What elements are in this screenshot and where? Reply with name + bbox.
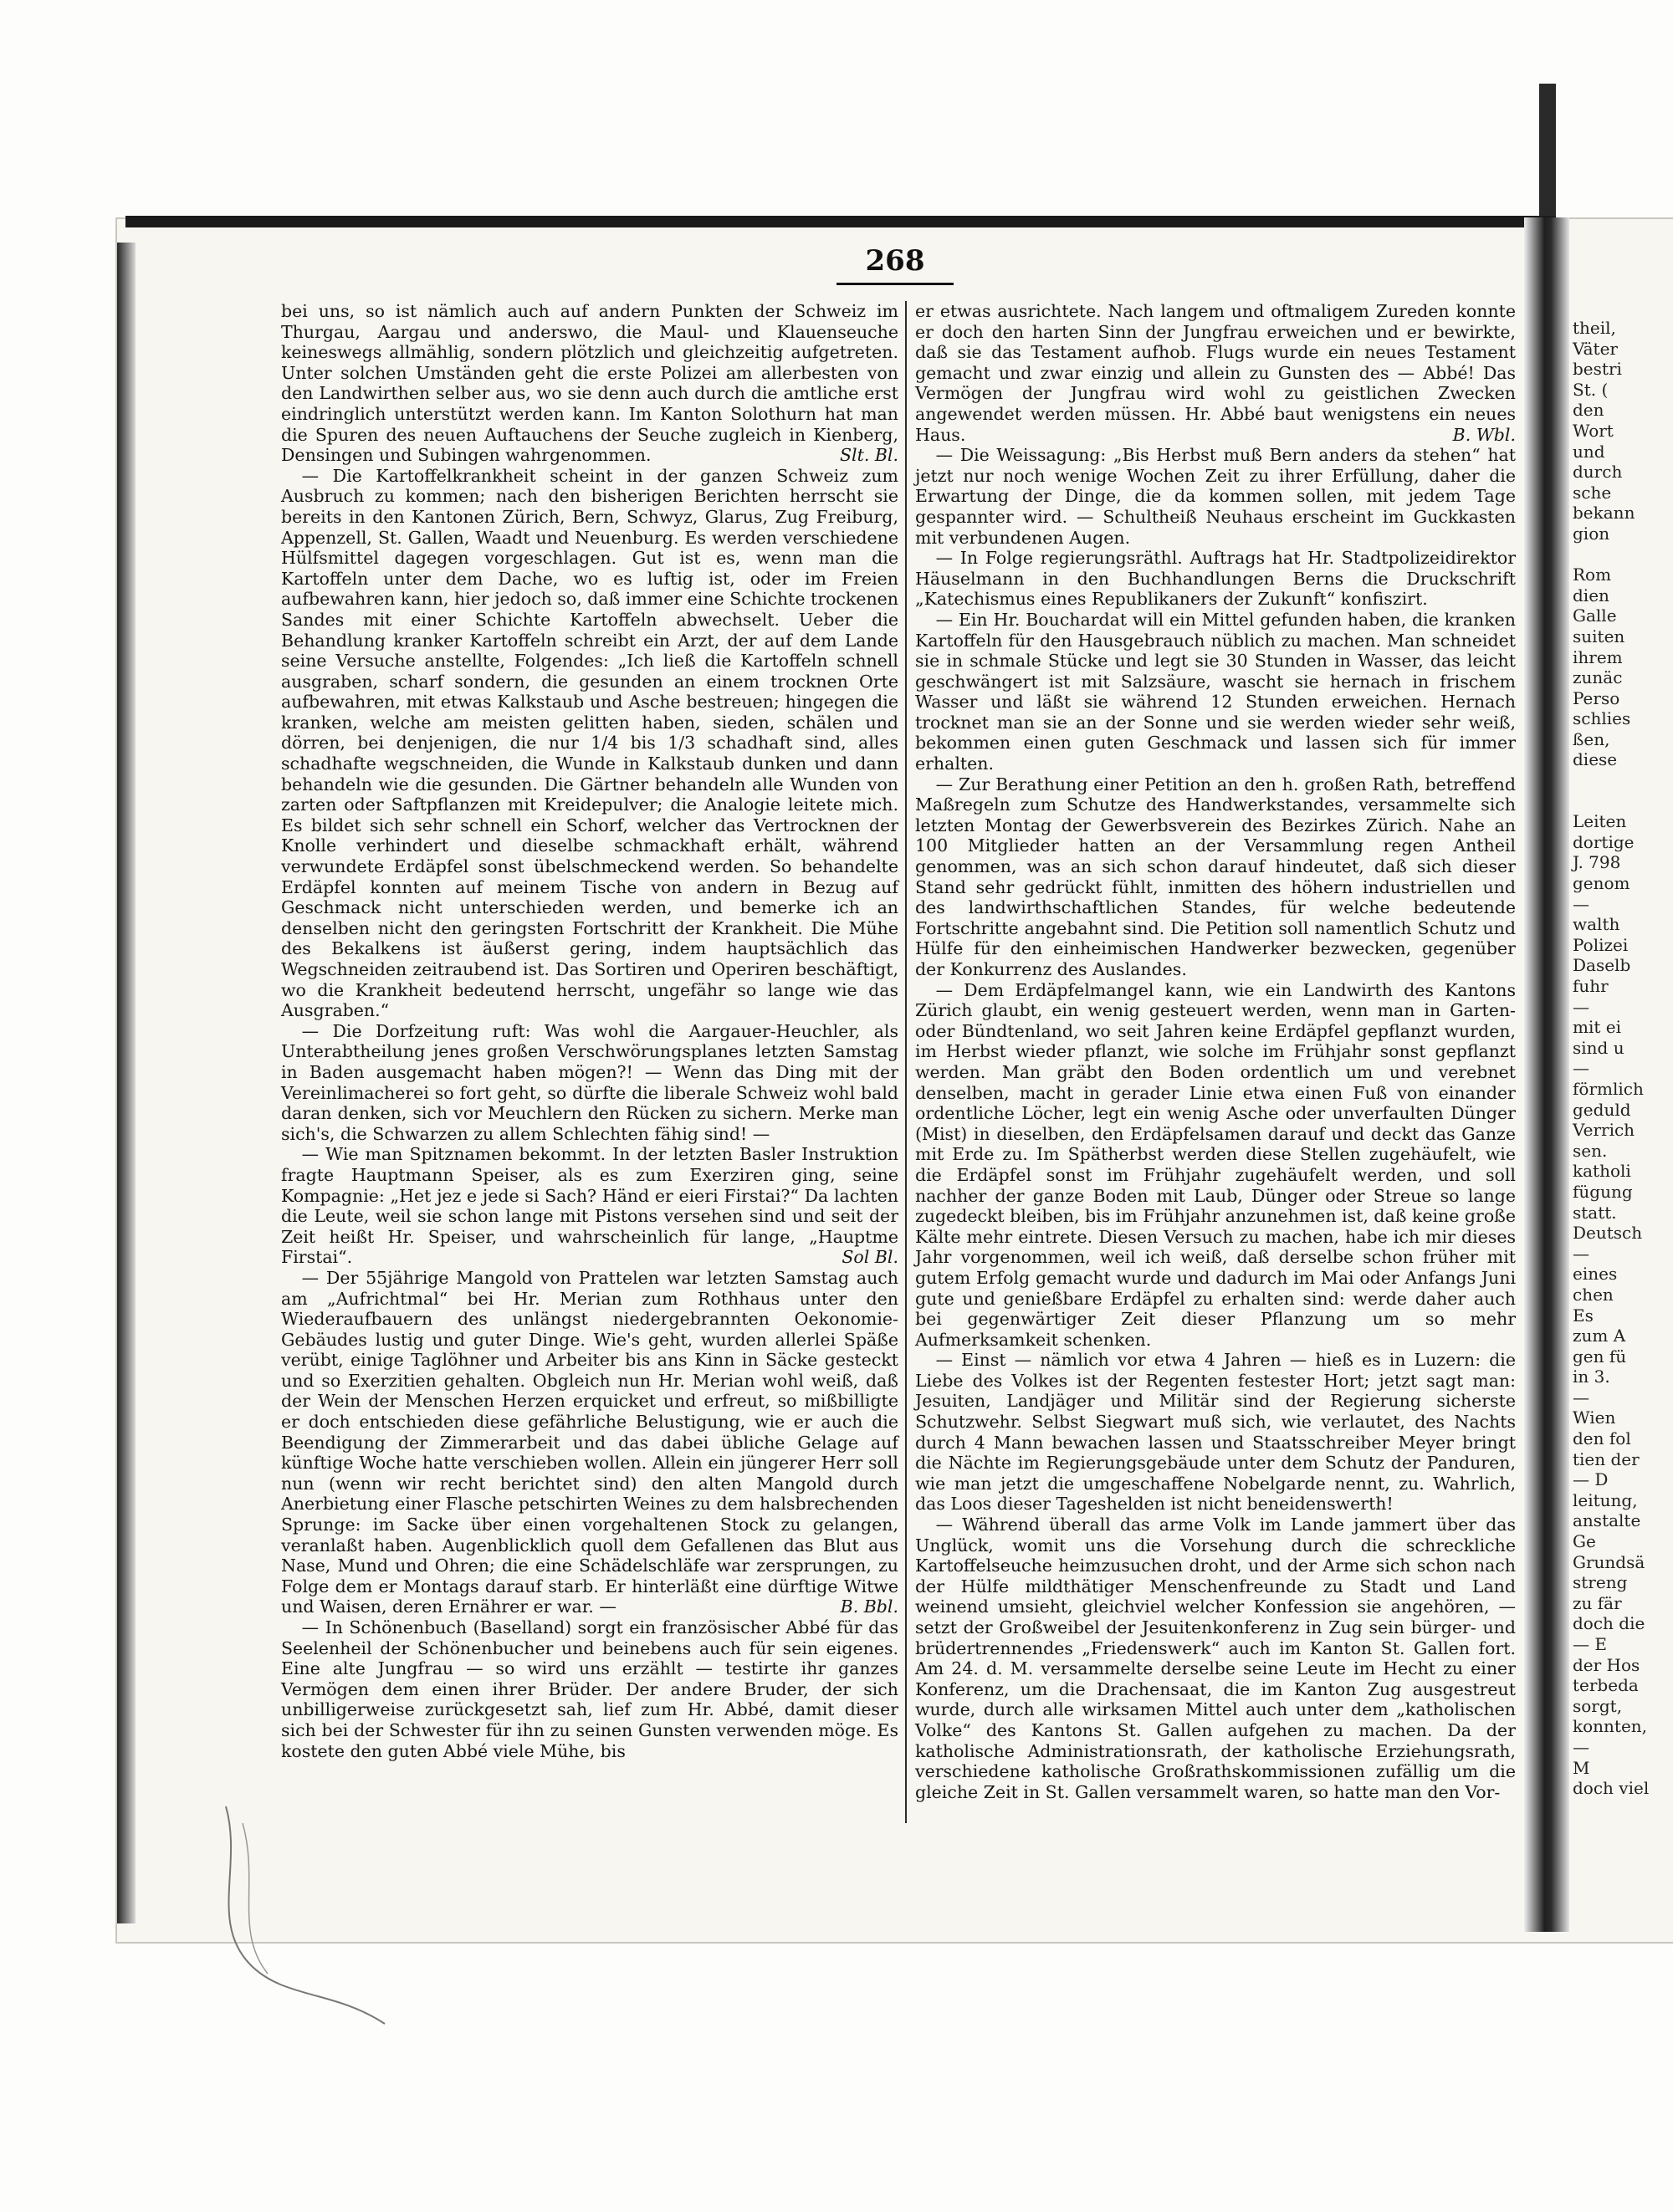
pencil-scribble-mark — [192, 1798, 443, 2049]
book-gutter — [1524, 217, 1569, 1932]
source-attribution: Slt. Bl. — [839, 445, 898, 466]
facing-page-line: Daselb — [1573, 955, 1631, 976]
facing-page-line: — — [1573, 1058, 1589, 1079]
source-attribution: B. Bbl. — [840, 1596, 898, 1617]
facing-page-line: in 3. — [1573, 1367, 1610, 1387]
paragraph-text: er etwas ausrichtete. Nach langem und oftmaligem Zureden konnte er doch den harten Sinn der Jungfrau erweichen und er bewirkte, daß sie das Testament aufhob. Flugs wurde ein neues Testament gemacht und zwar einzig und allein zu Gunsten des — Abbé! Das Vermögen der Jungfrau wird wohl zu geistlichen Zwecken angewendet werden müssen. Hr. Abbé baut wenigstens ein neues Haus. — [915, 301, 1516, 445]
facing-page-line — [1573, 770, 1666, 791]
paragraph-text: — Die Weissagung: „Bis Herbst muß Bern anders da stehen“ hat jetzt nur noch wenige Wochen Zeit zu ihrer Erfüllung, daher die Erwartung der Dinge, die da kommen sollen, mit jedem Tage gespannter wird. — Schultheiß Neuhaus erscheint im Guckkasten mit verbundenen Augen. — [915, 445, 1516, 548]
facing-page-line: Verrich — [1573, 1120, 1635, 1141]
source-attribution: B. Wbl. — [1452, 424, 1516, 445]
paragraph-text: — Die Kartoffelkrankheit scheint in der ganzen Schweiz zum Ausbruch zu kommen; nach den bisherigen Berichten herrscht sie bereits in den Kantonen Zürich, Bern, Schwyz, Glarus, Zug Freiburg, Appenzell, St. Gallen, Waadt und Neuenburg. Es werden verschiedene Hülfsmittel dagegen vorgeschlagen. Gut ist es, wenn man die Kartoffeln unter dem Dache, wo es luftig ist, oder im Freien aufbewahren kann, hier jedoch so, daß immer eine Schichte trockenen Sandes mit einer Schichte Kartoffeln abwechselt. Ueber die Behandlung kranker Kartoffeln schreibt ein Arzt, der auf dem Lande seine Versuche anstellte, Folgendes: „Ich ließ die Kartoffeln schnell ausgraben, scharf sondern, die gesunden an einem trocknen Orte aufbewahren, mit etwas Kalkstaub und Asche bestreuen; hingegen die kranken, welche am meisten gelitten haben, sieden, schälen und dörren, bei denjenigen, die nur 1/4 bis 1/3 schadhaft sind, alles schadhafte wegschneiden, die Wunde in Kalkstaub dunken und dann behandeln wie die gesunden. Die Gärtner behandeln alle Wunden von zarten oder Saftpflanzen mit Kreidepulver; die Analogie leitete mich. Es bildet sich sehr schnell ein Schorf, welcher das Vertrocknen der Knolle verhindert und dieselbe schmackhaft erhält, während verwundete Erdäpfel sonst übelschmeckend werden. So behandelte Erdäpfel konnten auf meinem Tische von andern in Bezug auf Geschmack nicht unterschieden werden, und bemerke ich an denselben nicht den geringsten Fortschritt der Krankheit. Die Mühe des Bekalkens ist äußerst gering, indem hauptsächlich das Wegschneiden zeitraubend ist. Das Sortiren und Operiren beschäftigt, wo die Krankheit bedeutend herrscht, ungefähr so lange wie das Ausgraben.“ — [281, 465, 899, 1021]
facing-page-line: doch die — [1573, 1613, 1645, 1634]
facing-page-line: M — [1573, 1757, 1590, 1778]
facing-page-line: suiten — [1573, 626, 1625, 646]
facing-page-line: gen fü — [1573, 1346, 1627, 1367]
facing-page-line: den fol — [1573, 1428, 1631, 1449]
right-column-paragraph — [915, 548, 1516, 610]
facing-page-line: zu fär — [1573, 1592, 1622, 1613]
paragraph-text: — Wie man Spitznamen bekommt. In der letzten Basler Instruktion fragte Hauptmann Speiser, als es zum Exerziren ging, seine Kompagnie: „Het jez e jede si Sach? Händ er eieri Firstai?“ Da lachten die Leute, weil sie schon lange mit Pistons versehen sind und seit der Zeit heißt Hr. Speiser, und wahrscheinlich für lange, „Hauptme Firstai“. — [281, 1144, 898, 1268]
facing-page-line: Galle — [1573, 605, 1617, 626]
facing-page-line: sen. — [1573, 1140, 1608, 1161]
paragraph-text: — Während überall das arme Volk im Lande jammert über das Unglück, womit uns die Vorsehung durch die schreckliche Kartoffelseuche heimzusuchen droht, und der Arme sich schon nach der Hülfe mildthätiger Menschenfreunde zu Stadt und Land weinend umsieht, gleichviel welcher Konfession sie angehören, — setzt der Großweibel der Jesuitenkonferenz in Zug sein bürger- und brüdertrennendes „Friedenswerk“ auch im Kanton St. Gallen fort. Am 24. d. M. versammelte derselbe seine Leute im Hecht zu einer Konferenz, um die Drachensaat, die im Kanton Zug ausgestreut wurde, durch alle wirksamen Mittel auch unter dem „katholischen Volke“ des Kantons St. Gallen aufgehen zu machen. Da der katholische Administrationsrath, der katholische Erziehungsrath, verschiedene katholische Großrathskommissionen zufällig um die gleiche Zeit in St. Gallen versammelt waren, so hatte man den Vor- — [915, 1515, 1516, 1802]
facing-page-line: fuhr — [1573, 976, 1609, 996]
facing-page-line: ßen, — [1573, 728, 1610, 749]
facing-page-line: walth — [1573, 914, 1620, 935]
facing-page-line: chen — [1573, 1284, 1614, 1305]
facing-page-line: förmlich — [1573, 1078, 1644, 1099]
facing-page-line: zunäc — [1573, 667, 1623, 688]
facing-page-line: dien — [1573, 585, 1609, 605]
facing-page-line: — — [1573, 1736, 1589, 1757]
facing-page-line: durch — [1573, 462, 1623, 483]
facing-page-line: doch viel — [1573, 1778, 1650, 1799]
left-column-paragraph — [281, 1021, 898, 1145]
facing-page-line: — E — [1573, 1634, 1607, 1654]
left-column-paragraph — [281, 1144, 898, 1268]
facing-page-line: terbeda — [1573, 1675, 1639, 1696]
left-column-paragraph — [281, 1617, 898, 1761]
facing-page-line: tien der — [1573, 1448, 1640, 1469]
left-column-paragraph — [281, 1268, 898, 1617]
left-column-paragraph — [281, 466, 898, 1021]
facing-page-line: ihrem — [1573, 646, 1623, 667]
facing-page-line: statt. — [1573, 1202, 1617, 1223]
facing-page-line: Leiten — [1573, 811, 1627, 832]
right-text-column — [915, 301, 1516, 1848]
facing-page-line: genom — [1573, 873, 1630, 894]
page-number: 268 — [865, 244, 925, 278]
facing-page-line: Väter — [1573, 338, 1618, 359]
facing-page-line: St. ( — [1573, 379, 1609, 400]
facing-page-line: dortige — [1573, 831, 1635, 852]
facing-page-line: mit ei — [1573, 1017, 1621, 1038]
page-top-edge — [125, 216, 1556, 227]
left-text-column — [281, 301, 898, 1848]
paragraph-text: — In Schönenbuch (Baselland) sorgt ein französischer Abbé für das Seelenheil der Schönenbucher und beinebens auch für sein eigenes. Eine alte Jungfrau — so wird uns erzählt — testirte ihr ganzes Vermögen dem einen ihrer Brüder. Der andere Bruder, der sich unbilligerweise zurückgesetzt sah, lief zum Hr. Abbé, damit dieser sich bei der Schwester für ihn zu seinen Gunsten verwenden möge. Es kostete den guten Abbé viele Mühe, bis — [281, 1617, 898, 1761]
facing-page-line: sorgt, — [1573, 1695, 1623, 1716]
left-column-paragraph — [281, 301, 898, 466]
facing-page-line: eines — [1573, 1264, 1618, 1285]
facing-page-line: geduld — [1573, 1099, 1631, 1120]
facing-page-line: zum A — [1573, 1326, 1626, 1346]
facing-page-line: sche — [1573, 482, 1612, 503]
facing-page-line: schlies — [1573, 708, 1631, 729]
facing-page-line: den — [1573, 400, 1604, 421]
facing-page-line: streng — [1573, 1572, 1628, 1593]
facing-page-line — [1573, 791, 1666, 812]
source-attribution: Sol Bl. — [842, 1247, 898, 1268]
facing-page-line: bestri — [1573, 359, 1622, 380]
facing-page-line — [1573, 544, 1666, 565]
facing-page-line: leitung, — [1573, 1489, 1638, 1510]
facing-page-line: Rom — [1573, 564, 1612, 585]
right-column-paragraph — [915, 980, 1516, 1351]
right-column-paragraph — [915, 301, 1516, 445]
facing-page-line: Wort — [1573, 420, 1614, 441]
facing-page-line: fügung — [1573, 1181, 1633, 1202]
facing-page-line: und — [1573, 441, 1605, 462]
paragraph-text: bei uns, so ist nämlich auch auf andern Punkten der Schweiz im Thurgau, Aargau und anderswo, die Maul- und Klauenseuche keineswegs allmählig, sondern plötzlich und gleichzeitig aufgetreten. Unter solchen Umständen geht die erste Polizei am allerbesten von den Landwirthen selber aus, wo sie denn auch durch die amtliche erst eindringlich unterstützt werden kann. Im Kanton Solothurn hat man die Spuren des neuen Auftauchens der Seuche zugleich in Kienberg, Densingen und Subingen wahrgenommen. — [281, 301, 898, 466]
facing-page-line: bekann — [1573, 503, 1635, 524]
facing-page-line: der Hos — [1573, 1654, 1640, 1675]
facing-page-line: Ge — [1573, 1531, 1596, 1552]
paragraph-text: — Die Dorfzeitung ruft: Was wohl die Aargauer-Heuchler, als Unterabtheilung jenes großen Verschwörungsplanes letzten Samstag in Baden ausgemacht haben mögen?! — Wenn das Ding mit der Vereinlimacherei so fort geht, so dürfte die liberale Schweiz wohl bald daran denken, sich vor Meuchlern den Rücken zu sichern. Merke man sich's, die Schwarzen zu allem Schlechten fähig sind! — — [281, 1020, 898, 1144]
right-column-paragraph — [915, 774, 1516, 980]
paragraph-text: — Der 55jährige Mangold von Prattelen war letzten Samstag auch am „Aufrichtmal“ bei Hr. Merian zum Rothhaus unter den Wiederaufbauern des unlängst niedergebrannten Oekonomie-Gebäudes lustig und guter Dinge. Wie's geht, wurden allerlei Späße verübt, einige Taglöhner und Arbeiter bis ans Kinn in Säcke gesteckt und so Exerzitien gehalten. Obgleich nun Hr. Merian wohl weiß, daß der Wein der Menschen Herzen erquicket und erfreut, so mißbilligte er doch entschieden diese gefährliche Belustigung, wie er auch die Beendigung der Zimmerarbeit und das dabei übliche Gelage auf künftige Woche hatte verschieben wollen. Allein ein jüngerer Herr soll nun (wenn wir recht berichtet sind) den alten Mangold durch Anerbietung einer Flasche petschirten Weines zu dem halsbrechenden Sprunge: im Sacke über einen vorgehaltenen Stock zu gelangen, veranlaßt haben. Augenblicklich quoll dem Gefallenen das Blut aus Nase, Mund und Ohren; die eine Schädelschläfe war zersprungen, zu Folge dem er Montags darauf starb. Er hinterläßt eine dürftige Witwe und Waisen, deren Ernährer er war. — — [281, 1267, 898, 1617]
facing-page-line: — — [1573, 1243, 1589, 1264]
facing-page-line: Es — [1573, 1305, 1594, 1326]
column-divider — [905, 301, 907, 1823]
facing-page-line: anstalte — [1573, 1510, 1641, 1531]
facing-page-line: Perso — [1573, 687, 1620, 708]
facing-page-line: sind u — [1573, 1037, 1624, 1058]
facing-page-top-edge — [1539, 84, 1556, 217]
facing-page-line: gion — [1573, 523, 1610, 544]
facing-page-line: — — [1573, 996, 1589, 1017]
facing-page-line: — D — [1573, 1469, 1609, 1490]
facing-page-line: konnten, — [1573, 1716, 1648, 1737]
right-column-paragraph — [915, 1515, 1516, 1802]
right-column-paragraph — [915, 610, 1516, 774]
paragraph-text: — Einst — nämlich vor etwa 4 Jahren — hieß es in Luzern: die Liebe des Volkes ist der Regenten festester Hort; jetzt sagt man: Jesuiten, Landjäger und Militär sind der Regierung sicherste Schutzwehr. Selbst Siegwart muß sich, wie verlautet, des Nachts durch 4 Mann bewachen lassen und Staatsschreiber Meyer bringt die Nächte im Regierungsgebäude unter dem Schutz der Panduren, wie man jetzt die umgeschaffene Nobelgarde nennt, zu. Wahrlich, das Loos dieser Tageshelden ist nicht beneidenswerth! — [915, 1350, 1516, 1515]
facing-page-line: — — [1573, 893, 1589, 914]
paragraph-text: — Ein Hr. Bouchardat will ein Mittel gefunden haben, die kranken Kartoffeln für den Hausgebrauch nüblich zu machen. Man schneidet sie in schmale Stücke und legt sie 30 Stunden in Wasser, das leicht geschwängert ist mit Salzsäure, wascht sie hernach in frischem Wasser und läßt sie während 12 Stunden erweichen. Hernach trocknet man sie an der Sonne und sie werden wieder sehr weiß, bekommen einen guten Geschmack und lassen sich für immer erhalten. — [915, 609, 1516, 774]
paragraph-text: — Zur Berathung einer Petition an den h. großen Rath, betreffend Maßregeln zum Schutze des Handwerkstandes, versammelte sich letzten Montag der Gewerbsverein des Bezirkes Zürich. Nahe an 100 Mitglieder hatten an der Versammlung regen Antheil genommen, was an sich schon darauf hindeutet, daß sich dieser Stand sehr gedrückt fühlt, inmitten des höhern industriellen und des landwirthschaftlichen Standes, für welche bedeutende Fortschritte angebahnt sind. Die Petition soll namentlich Schutz und Hülfe für den einheimischen Handwerker bezwecken, gegenüber der Konkurrenz des Auslandes. — [915, 774, 1516, 979]
facing-page-line: J. 798 — [1573, 852, 1621, 873]
facing-page-fragment — [1573, 318, 1666, 1799]
facing-page-line: katholi — [1573, 1161, 1631, 1182]
facing-page-line: Grundsä — [1573, 1551, 1645, 1572]
facing-page-line: diese — [1573, 749, 1618, 770]
facing-page-line: Wien — [1573, 1407, 1616, 1428]
right-column-paragraph — [915, 445, 1516, 548]
page-number-rule — [836, 283, 954, 285]
facing-page-line: — — [1573, 1387, 1589, 1407]
paragraph-text: — Dem Erdäpfelmangel kann, wie ein Landwirth des Kantons Zürich glaubt, ein wenig gesteuert werden, wenn man in Garten- oder Bündtenland, wo seit Jahren keine Erdäpfel gepflanzt wurden, im Herbst wieder pflanzt, wie solche im Frühjahr sonst gepflanzt werden. Man gräbt den Boden ordentlich um und verebnet denselben, macht in gerader Linie etwa einen Fuß von einander ordentliche Löcher, legt ein wenig Asche oder unverfaulten Dünger (Mist) in dieselben, den Erdäpfelsamen darauf und deckt das Ganze mit Erde zu. Im Spätherbst werden diese Stellen zugehäufelt, wie die Erdäpfel sonst im Frühjahr zugehäufelt werden, und soll nachher der ganze Boden mit Laub, Dünger oder Streue so lange zugedeckt bleiben, bis im Frühjahr anzunehmen ist, daß keine große Kälte mehr eintrete. Diesen Versuch zu machen, habe ich mir dieses Jahr vorgenommen, weil ich weiß, daß derselbe schon früher mit gutem Erfolg gemacht wurde und dadurch im Mai oder Anfangs Juni gute und genießbare Erdäpfel zu erhalten sind: werde daher auch bei gegenwärtiger Zeit dieser Pflanzung um so mehr Aufmerksamkeit schenken. — [915, 979, 1516, 1350]
paragraph-text: — In Folge regierungsräthl. Auftrags hat Hr. Stadtpolizeidirektor Häuselmann in den Buchhandlungen Berns die Druckschrift „Katechismus eines Republikaners der Zukunft“ konfiszirt. — [915, 548, 1516, 610]
facing-page-line: theil, — [1573, 318, 1616, 338]
facing-page-line: Deutsch — [1573, 1223, 1643, 1244]
page-left-edge — [117, 243, 136, 1923]
right-column-paragraph — [915, 1350, 1516, 1515]
facing-page-line: Polizei — [1573, 934, 1629, 955]
